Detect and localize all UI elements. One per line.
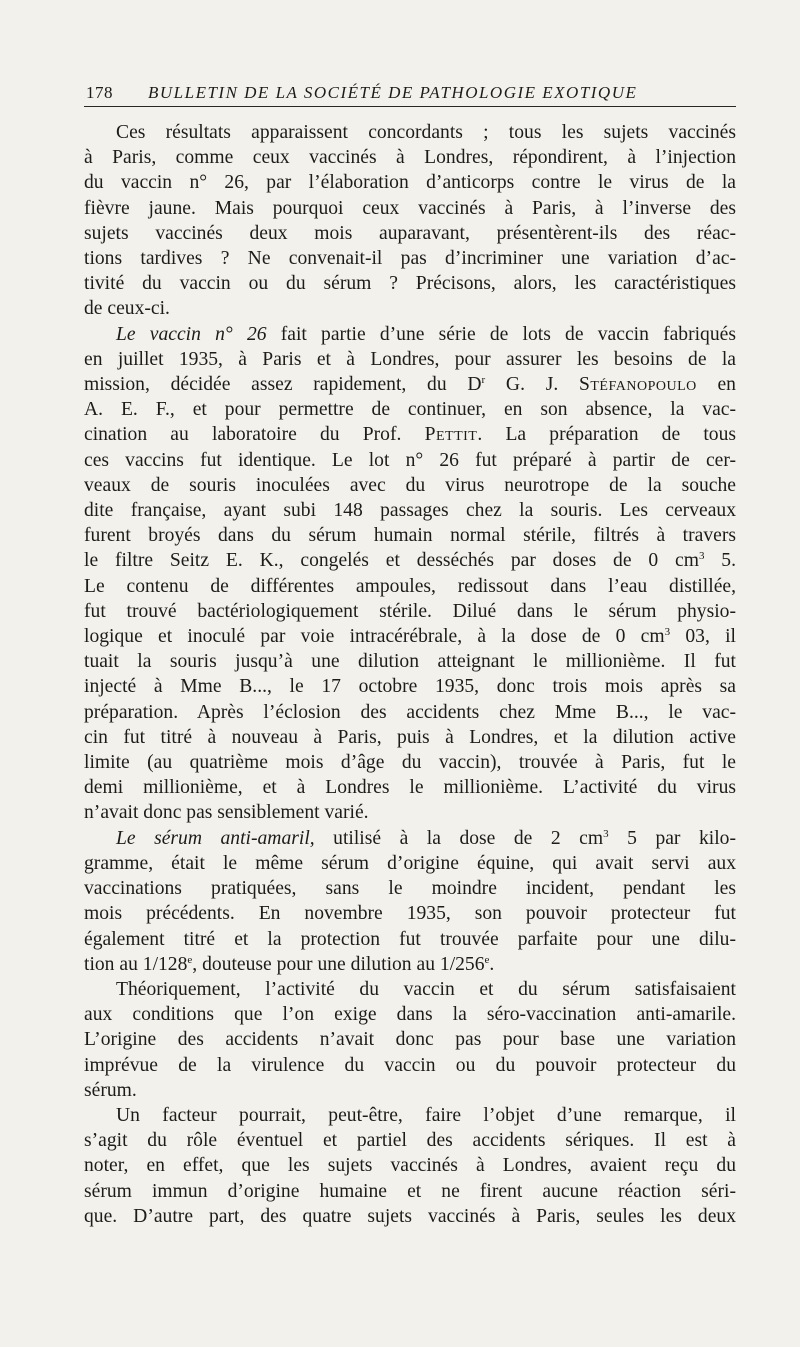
paragraph-results — [84, 120, 736, 322]
author-name: Stéfanopoulo — [578, 374, 697, 396]
text-line: furent broyés dans du sérum humain normal stérile, filtrés à travers — [84, 525, 736, 547]
text-line: mois précédents. En novembre 1935, son pouvoir protecteur fut — [84, 903, 736, 925]
text-line: noter, en effet, que les sujets vaccinés à Londres, avaient reçu du — [84, 1155, 736, 1177]
paragraph-vaccine — [84, 322, 736, 826]
text-line: sérum. — [84, 1079, 137, 1101]
text-span: le filtre Seitz E. K., congelés et desséchés par doses de 0 cm — [84, 550, 699, 572]
text-line — [84, 952, 736, 977]
text-line: demi millionième, et à Londres le millionième. L’activité du virus — [84, 777, 736, 799]
text-span: cination au laboratoire du Prof. — [84, 424, 425, 446]
text-line — [84, 372, 736, 397]
text-line: n’avait donc pas sensiblement varié. — [84, 802, 369, 824]
text-span: tion au 1/128 — [84, 953, 188, 975]
text-span: logique et inoculé par voie intracérébrale, à la dose de 0 cm — [84, 626, 665, 648]
text-span: 03, il — [670, 626, 736, 648]
text-line: fièvre jaune. Mais pourquoi ceux vaccinés à Paris, à l’inverse des — [84, 197, 736, 219]
text-line: sujets vaccinés deux mois auparavant, présentèrent-ils des réac- — [84, 222, 736, 244]
paragraph-serum — [84, 826, 736, 977]
text-line: A. E. F., et pour permettre de continuer, en son absence, la vac- — [84, 399, 736, 421]
text-line: que. D’autre part, des quatre sujets vaccinés à Paris, seules les deux — [84, 1205, 736, 1227]
text-line — [84, 826, 736, 851]
text-line: tions tardives ? Ne convenait-il pas d’incriminer une variation d’ac- — [84, 248, 736, 270]
superscript: e — [187, 953, 193, 966]
text-line: vaccinations pratiquées, sans le moindre incident, pendant les — [84, 878, 736, 900]
section-lead-serum: Le sérum anti-amaril, — [116, 827, 315, 849]
superscript: e — [484, 953, 490, 966]
superscript: 3 — [664, 626, 671, 639]
text-span: mission, décidée assez rapidement, du D — [84, 374, 482, 396]
text-line: à Paris, comme ceux vaccinés à Londres, répondirent, à l’injection — [84, 147, 736, 169]
running-header — [84, 78, 736, 107]
text-span: 5 par kilo- — [608, 827, 736, 849]
text-line: du vaccin n° 26, par l’élaboration d’anticorps contre le virus de la — [84, 172, 736, 194]
text-span: fait partie d’une série de lots de vaccin fabriqués — [266, 323, 736, 345]
page-number: 178 — [86, 83, 113, 102]
text-line — [84, 548, 736, 573]
text-line: imprévue de la virulence du vaccin ou du pouvoir protecteur du — [84, 1054, 736, 1076]
text-line: fut trouvé bactériologiquement stérile. Dilué dans le sérum physio- — [84, 600, 736, 622]
text-line: gramme, était le même sérum d’origine équine, qui avait servi aux — [84, 852, 736, 874]
text-line: préparation. Après l’éclosion des accidents chez Mme B..., le vac- — [84, 701, 736, 723]
text-line: s’agit du rôle éventuel et partiel des accidents sériques. Il est à — [84, 1130, 736, 1152]
text-line: aux conditions que l’on exige dans la séro-vaccination anti-amarile. — [84, 1004, 736, 1026]
text-line: veaux de souris inoculées avec du virus neurotrope de la souche — [84, 474, 736, 496]
text-line: L’origine des accidents n’avait donc pas pour base une variation — [84, 1029, 736, 1051]
text-line: de ceux-ci. — [84, 298, 170, 320]
text-line: Un facteur pourrait, peut-être, faire l’objet d’une remarque, il — [116, 1104, 736, 1126]
text-span: . — [489, 953, 495, 975]
text-line: Le contenu de différentes ampoules, redissout dans l’eau distillée, — [84, 575, 736, 597]
article-body — [84, 120, 736, 1229]
text-line: Théoriquement, l’activité du vaccin et du sérum satisfaisaient — [116, 978, 736, 1000]
text-line: tuait la souris jusqu’à une dilution atteignant le millionième. Il fut — [84, 651, 736, 673]
text-span: 5. — [704, 550, 736, 572]
text-line: limite (au quatrième mois d’âge du vaccin), trouvée à Paris, fut le — [84, 752, 736, 774]
text-span: en — [696, 374, 736, 396]
text-span: G. J. — [485, 374, 579, 396]
author-name: Pettit — [424, 424, 478, 446]
text-span: , douteuse pour une dilution au 1/256 — [192, 953, 485, 975]
text-span: . La préparation de tous — [477, 424, 737, 446]
journal-title: BULLETIN DE LA SOCIÉTÉ DE PATHOLOGIE EXOTIQUE — [148, 83, 638, 102]
text-line: en juillet 1935, à Paris et à Londres, pour assurer les besoins de la — [84, 348, 736, 370]
text-line — [84, 322, 736, 347]
paragraph-factor — [84, 1103, 736, 1229]
text-line: tivité du vaccin ou du sérum ? Précisons, alors, les caractéristiques — [84, 273, 736, 295]
section-lead-vaccine: Le vaccin n° 26 — [116, 323, 267, 345]
text-line: dite française, ayant subi 148 passages chez la souris. Les cerveaux — [84, 500, 736, 522]
text-line: ces vaccins fut identique. Le lot n° 26 fut préparé à partir de cer- — [84, 449, 736, 471]
superscript: 3 — [698, 550, 705, 563]
superscript: 3 — [603, 827, 609, 840]
paragraph-theory — [84, 977, 736, 1103]
text-line: également titré et la protection fut trouvée parfaite pour une dilu- — [84, 928, 736, 950]
text-line: cin fut titré à nouveau à Paris, puis à Londres, et la dilution active — [84, 726, 736, 748]
text-line — [84, 422, 736, 447]
text-line: injecté à Mme B..., le 17 octobre 1935, donc trois mois après sa — [84, 676, 736, 698]
text-span: utilisé à la dose de 2 cm — [314, 827, 604, 849]
text-line: sérum immun d’origine humaine et ne firent aucune réaction séri- — [84, 1180, 736, 1202]
superscript: r — [481, 374, 486, 387]
text-line: Ces résultats apparaissent concordants ; tous les sujets vaccinés — [116, 122, 736, 143]
text-line — [84, 624, 736, 649]
